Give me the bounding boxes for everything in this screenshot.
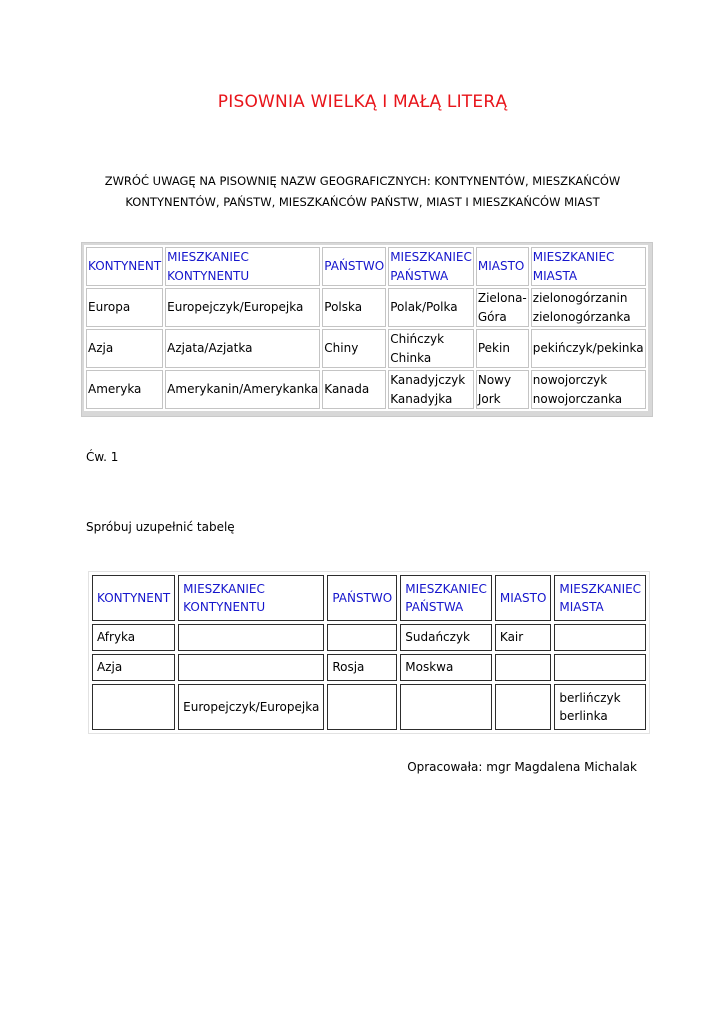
cell-panstwo: Kanada (322, 370, 386, 409)
table-row (86, 288, 646, 327)
exercise-table (88, 571, 650, 734)
header-mieszkaniec-kontynentu: MIESZKANIEC KONTYNENTU (165, 247, 320, 286)
cell-mieszkaniec-kontynentu: Amerykanin/Amerykanka (165, 370, 320, 409)
table-row (92, 654, 646, 681)
cell-mieszkaniec-miasta: berlińczyk berlinka (554, 684, 646, 730)
table-header-row (92, 575, 646, 621)
cell-mieszkaniec-miasta: pekińczyk/pekinka (531, 329, 646, 368)
page-title: PISOWNIA WIELKĄ I MAŁĄ LITERĄ (217, 92, 508, 112)
cell-kontynent: Ameryka (86, 370, 163, 409)
cell-miasto: Pekin (476, 329, 529, 368)
cell-panstwo[interactable] (327, 684, 397, 730)
exercise-label: Ćw. 1 (86, 450, 119, 464)
table-row (86, 370, 646, 409)
table-header-row (86, 247, 646, 286)
cell-mieszkaniec-panstwa: Chińczyk Chinka (388, 329, 474, 368)
cell-miasto[interactable] (495, 654, 552, 681)
header-miasto: MIASTO (476, 247, 529, 286)
cell-miasto: Kair (495, 624, 552, 651)
header-mieszkaniec-miasta: MIESZKANIEC MIASTA (531, 247, 646, 286)
header-mieszkaniec-kontynentu: MIESZKANIEC KONTYNENTU (178, 575, 324, 621)
cell-panstwo: Rosja (327, 654, 397, 681)
header-mieszkaniec-panstwa: MIESZKANIEC PAŃSTWA (400, 575, 492, 621)
cell-kontynent[interactable] (92, 684, 175, 730)
cell-miasto[interactable] (495, 684, 552, 730)
author-credit: Opracowała: mgr Magdalena Michalak (407, 760, 637, 774)
reference-table (82, 243, 652, 416)
cell-kontynent: Afryka (92, 624, 175, 651)
table-row (92, 624, 646, 651)
cell-mieszkaniec-miasta: zielonogórzanin zielonogórzanka (531, 288, 646, 327)
cell-mieszkaniec-panstwa: Polak/Polka (388, 288, 474, 327)
header-kontynent: KONTYNENT (86, 247, 163, 286)
header-mieszkaniec-miasta: MIESZKANIEC MIASTA (554, 575, 646, 621)
header-panstwo: PAŃSTWO (322, 247, 386, 286)
cell-mieszkaniec-kontynentu[interactable] (178, 624, 324, 651)
table-row (86, 329, 646, 368)
subtitle-line-2: KONTYNENTÓW, PAŃSTW, MIESZKAŃCÓW PAŃSTW, MIAST I MIESZKAŃCÓW MIAST (125, 195, 600, 209)
header-mieszkaniec-panstwa: MIESZKANIEC PAŃSTWA (388, 247, 474, 286)
cell-kontynent: Europa (86, 288, 163, 327)
cell-mieszkaniec-kontynentu: Europejczyk/Europejka (165, 288, 320, 327)
cell-mieszkaniec-kontynentu: Europejczyk/Europejka (178, 684, 324, 730)
cell-mieszkaniec-kontynentu[interactable] (178, 654, 324, 681)
cell-mieszkaniec-miasta[interactable] (554, 624, 646, 651)
cell-panstwo: Polska (322, 288, 386, 327)
cell-mieszkaniec-panstwa[interactable] (400, 684, 492, 730)
header-panstwo: PAŃSTWO (327, 575, 397, 621)
instructions-heading (60, 171, 665, 213)
cell-kontynent: Azja (86, 329, 163, 368)
cell-mieszkaniec-kontynentu: Azjata/Azjatka (165, 329, 320, 368)
cell-mieszkaniec-panstwa: Sudańczyk (400, 624, 492, 651)
cell-mieszkaniec-panstwa: Moskwa (400, 654, 492, 681)
cell-miasto: Zielona- Góra (476, 288, 529, 327)
header-kontynent: KONTYNENT (92, 575, 175, 621)
header-miasto: MIASTO (495, 575, 552, 621)
cell-mieszkaniec-miasta[interactable] (554, 654, 646, 681)
cell-miasto: Nowy Jork (476, 370, 529, 409)
cell-kontynent: Azja (92, 654, 175, 681)
cell-mieszkaniec-panstwa: Kanadyjczyk Kanadyjka (388, 370, 474, 409)
subtitle-line-1: ZWRÓĆ UWAGĘ NA PISOWNIĘ NAZW GEOGRAFICZNYCH: KONTYNENTÓW, MIESZKAŃCÓW (104, 174, 621, 188)
exercise-instruction: Spróbuj uzupełnić tabelę (86, 520, 235, 534)
cell-panstwo: Chiny (322, 329, 386, 368)
cell-mieszkaniec-miasta: nowojorczyk nowojorczanka (531, 370, 646, 409)
table-row (92, 684, 646, 730)
cell-panstwo[interactable] (327, 624, 397, 651)
